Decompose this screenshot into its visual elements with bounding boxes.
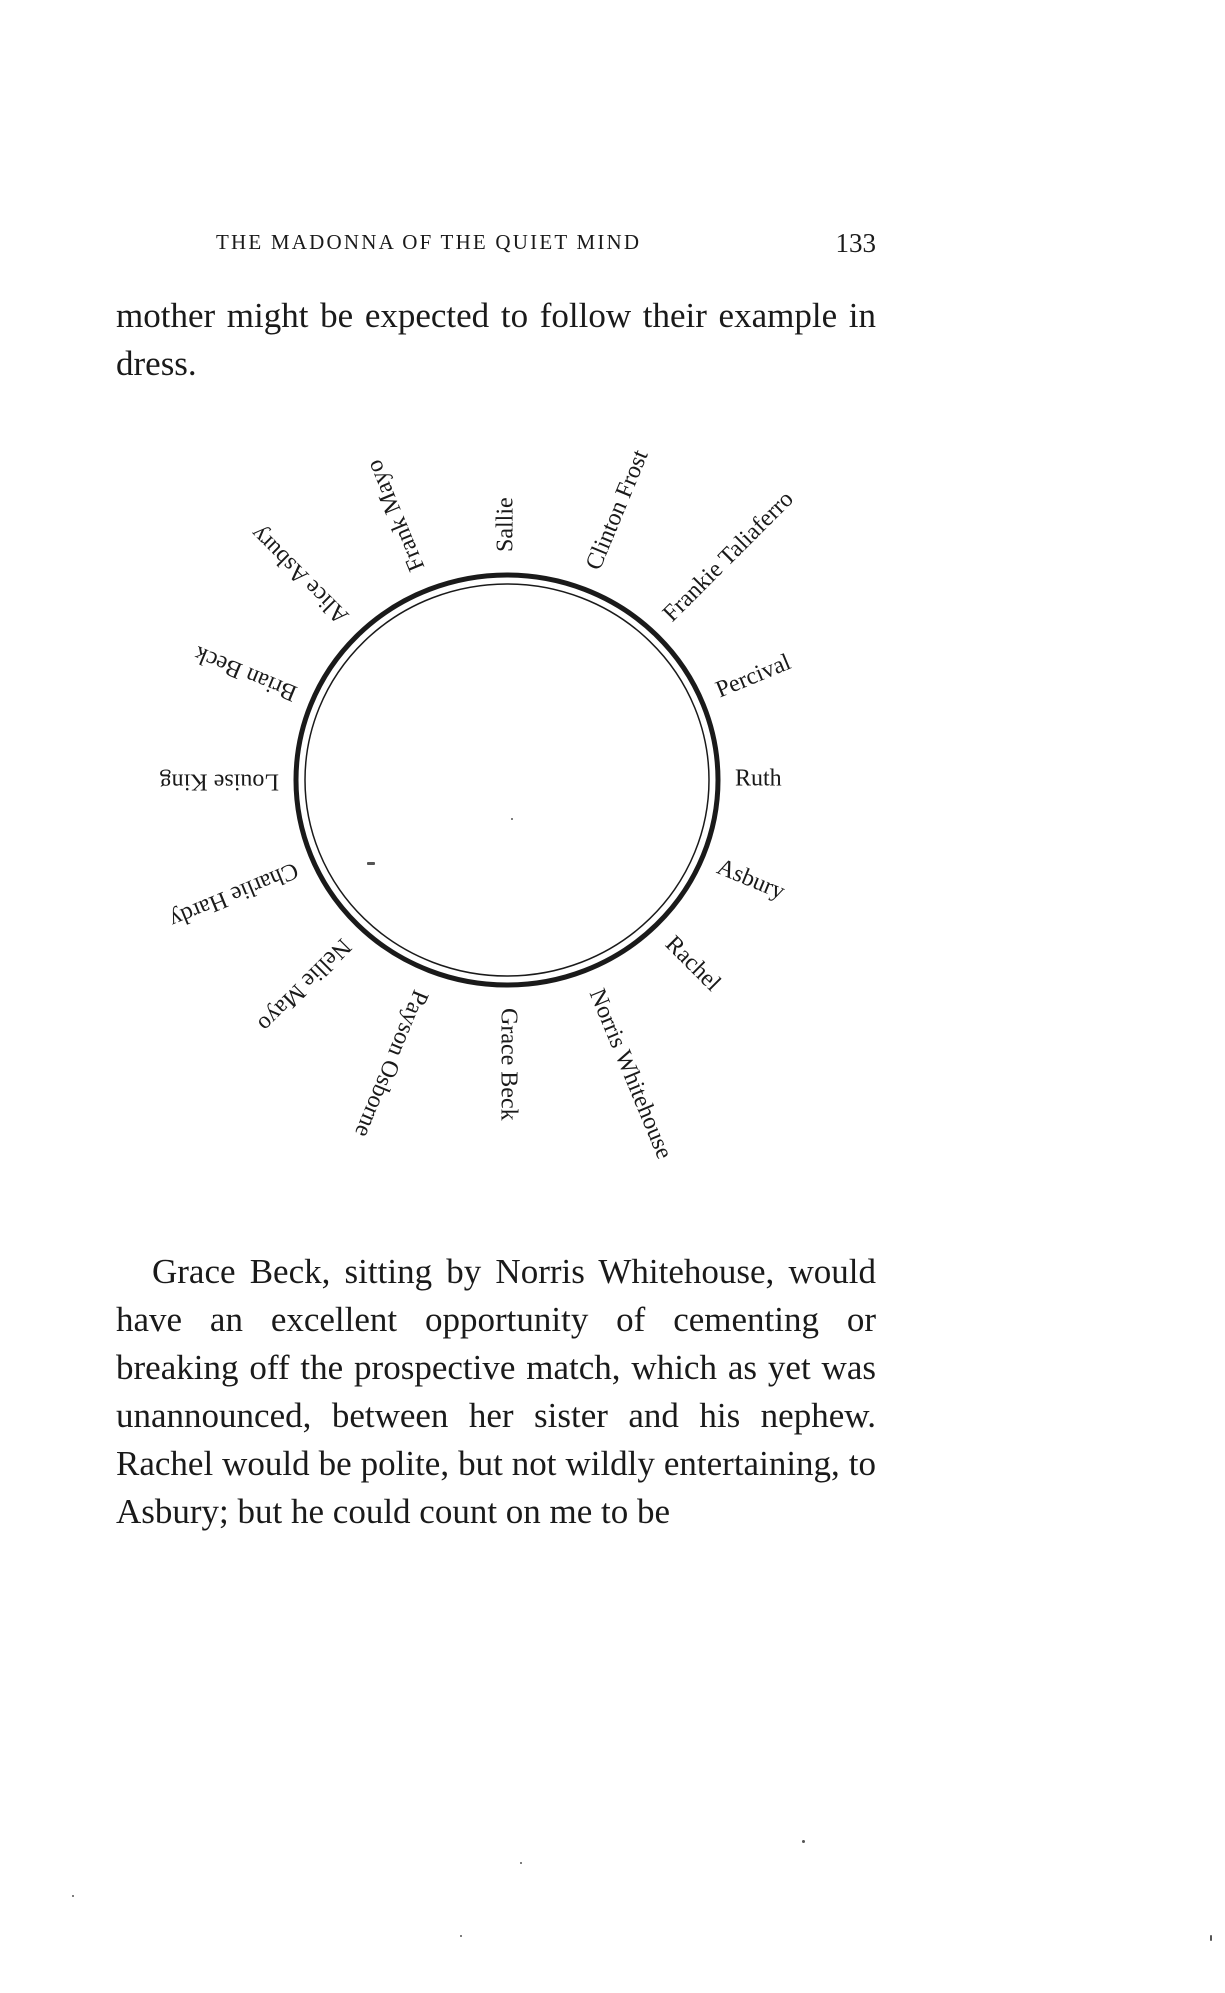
seat-label: Norris Whitehouse [583, 985, 678, 1163]
seat-label: Payson Osborne [349, 986, 434, 1141]
paragraph-top: mother might be expected to follow their example in dress. [116, 296, 876, 383]
print-speck [460, 1935, 462, 1937]
print-speck [520, 1862, 522, 1864]
print-speck [1210, 1935, 1212, 1941]
seat-label: Percival [712, 649, 795, 704]
paragraph-bottom: Grace Beck, sitting by Norris Whitehouse, would have an excellent opportunity of cementing or breaking off the prospective match, which as yet was unannounced, between her sister and his nephew. Rachel would be polite, but not wildly entertaining, to Asbury; but he could count on me to be [116, 1252, 876, 1531]
seat-label: Clinton Frost [580, 446, 654, 574]
seat-label: Asbury [713, 853, 789, 905]
table-circle [296, 575, 718, 985]
print-speck [72, 1895, 74, 1897]
seat-label: Frank Mayo [361, 455, 431, 575]
seat-label: Louise King [159, 768, 279, 795]
seat-label: Frankie Taliaferro [657, 486, 799, 627]
print-speck [367, 862, 375, 865]
print-speck [802, 1840, 805, 1843]
seat-labels [160, 446, 799, 1163]
seat-label: Rachel [660, 930, 726, 997]
seat-label: Ruth [735, 765, 782, 792]
seat-label: Sallie [492, 497, 519, 552]
running-title: THE MADONNA OF THE QUIET MIND [216, 230, 642, 254]
seat-label: Charlie Hardy [165, 856, 302, 933]
seat-label: Alice Asbury [245, 520, 354, 630]
seat-label: Grace Beck [495, 1008, 522, 1121]
seat-label: Brian Beck [190, 640, 301, 707]
page-number: 133 [835, 228, 876, 258]
seat-label: Nellie Mayo [252, 933, 357, 1037]
print-speck [511, 818, 513, 820]
